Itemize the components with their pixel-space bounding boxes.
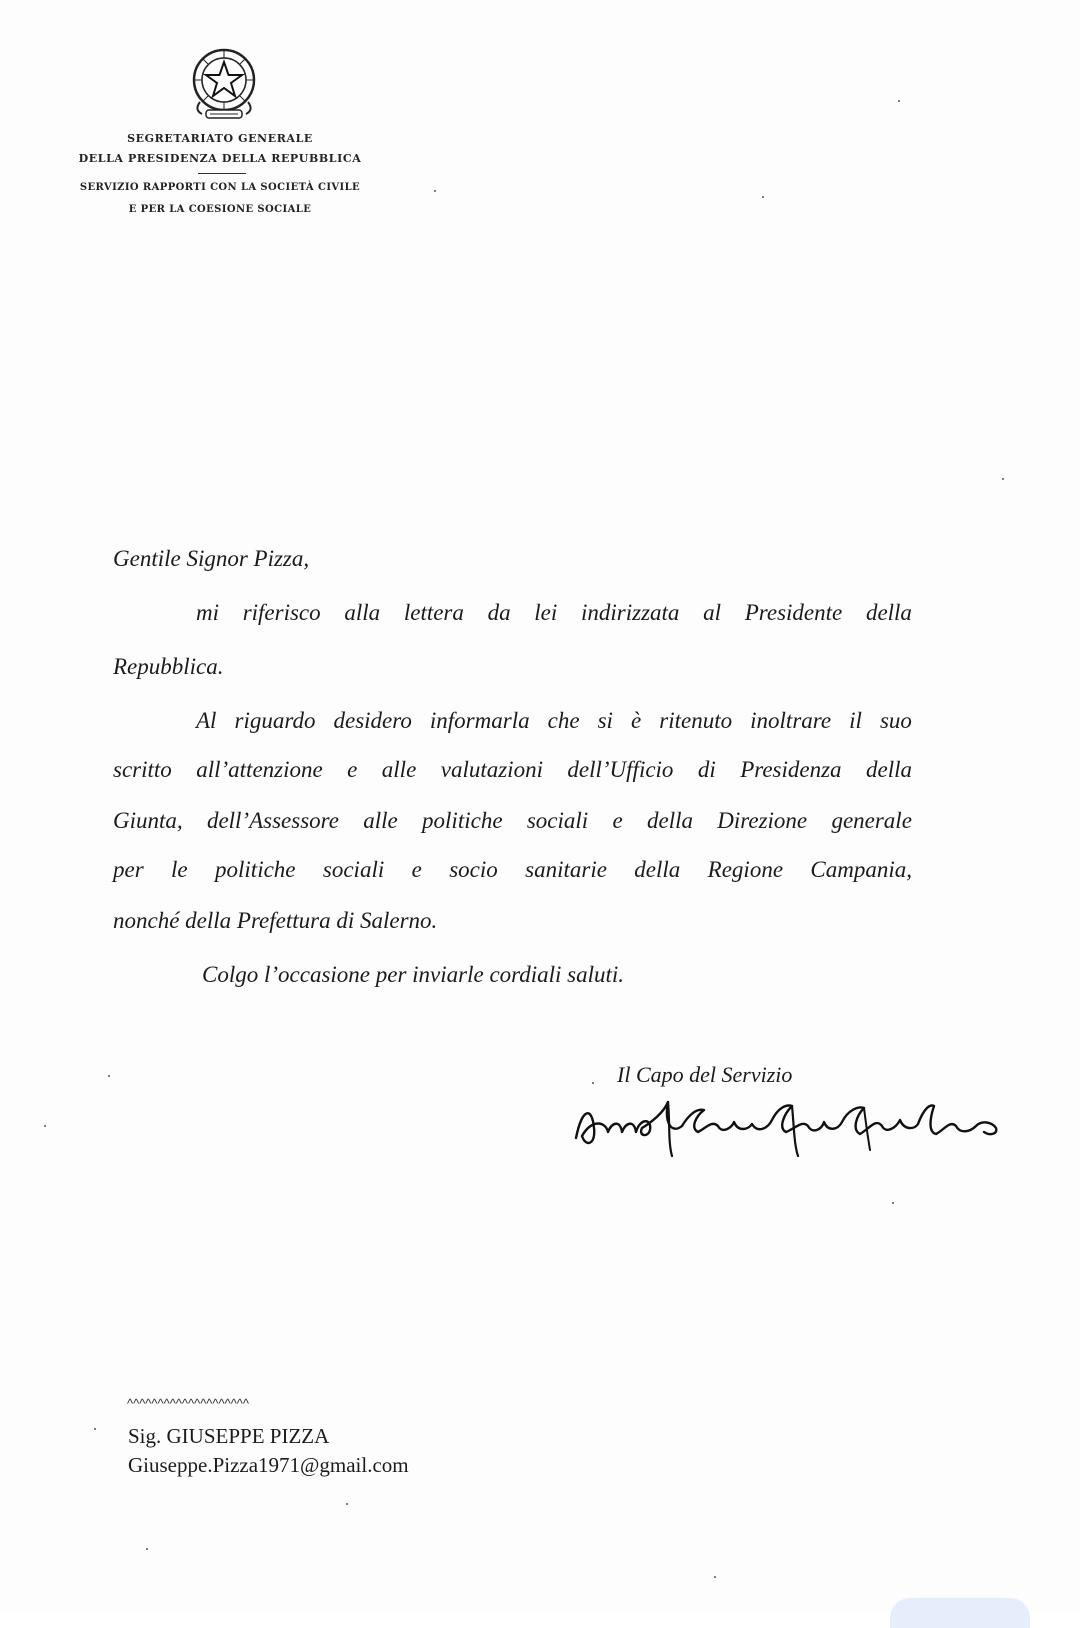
word: e [347, 757, 358, 782]
word: di [697, 757, 716, 782]
word: lei [534, 600, 558, 625]
word: e [411, 857, 422, 882]
salutation: Gentile Signor Pizza, [113, 546, 310, 571]
paragraph-1-line-1 [196, 600, 912, 626]
word: alla [344, 600, 381, 625]
handwritten-signature [572, 1098, 1012, 1158]
word: Direzione [717, 808, 808, 833]
word: desidero [333, 708, 412, 733]
word: Giunta, [113, 808, 183, 833]
word: Regione [707, 857, 784, 882]
word: della [866, 757, 912, 782]
scan-speck [44, 1125, 46, 1127]
scan-speck [434, 190, 436, 192]
word: scritto [113, 757, 172, 782]
word: Campania, [810, 857, 912, 882]
word: riguardo [234, 708, 316, 733]
scan-speck [346, 1503, 348, 1505]
recipient-name: Sig. GIUSEPPE PIZZA [128, 1424, 330, 1448]
paragraph-2-line-3 [113, 808, 912, 834]
word: politiche [215, 857, 296, 882]
word: generale [831, 808, 912, 833]
word: della [646, 808, 693, 833]
separator-carets: ^^^^^^^^^^^^^^^^^^^^ [127, 1396, 250, 1411]
word: dell’Ufficio [567, 757, 674, 782]
scan-speck [714, 1576, 716, 1578]
word: al [703, 600, 722, 625]
word: sanitarie [525, 857, 607, 882]
word: le [171, 857, 188, 882]
word: che [547, 708, 580, 733]
word: Al [196, 708, 217, 733]
recipient-email: Giuseppe.Pizza1971@gmail.com [128, 1453, 409, 1477]
paragraph-2-line-2 [113, 757, 912, 783]
word: della [865, 600, 912, 625]
word: suo [879, 708, 912, 733]
scan-speck [892, 1202, 894, 1204]
letterhead-divider [198, 173, 246, 174]
word: valutazioni [440, 757, 543, 782]
word: informarla [429, 708, 530, 733]
word: è [631, 708, 642, 733]
word: e [612, 808, 623, 833]
word: dell’Assessore [206, 808, 339, 833]
scan-speck [898, 100, 900, 102]
paragraph-2-line-1 [196, 708, 912, 734]
word: Presidenza [740, 757, 842, 782]
word: indirizzata [581, 600, 680, 625]
word: lettera [403, 600, 464, 625]
republic-emblem-icon [188, 44, 260, 124]
word: riferisco [242, 600, 321, 625]
word: si [597, 708, 613, 733]
paragraph-2-line-5: nonché della Prefettura di Salerno. [113, 908, 438, 933]
scan-speck [762, 196, 764, 198]
signatory-title: Il Capo del Servizio [617, 1062, 793, 1087]
scan-speck [94, 1428, 96, 1430]
paragraph-1-line-2: Repubblica. [113, 654, 224, 679]
word: alle [363, 808, 398, 833]
letterhead-line-2: DELLA PRESIDENZA DELLA REPUBBLICA [78, 152, 362, 165]
word: mi [196, 600, 219, 625]
scan-speck [146, 1548, 148, 1550]
word: inoltrare [750, 708, 832, 733]
word: ritenuto [659, 708, 733, 733]
word: alle [381, 757, 417, 782]
closing-line: Colgo l’occasione per inviarle cordiali saluti. [202, 962, 625, 987]
scan-speck [108, 1075, 110, 1077]
paragraph-2-line-4 [113, 857, 912, 883]
corner-overlay [890, 1598, 1030, 1628]
word: della [634, 857, 681, 882]
letterhead-line-3: SERVIZIO RAPPORTI CON LA SOCIETÀ CIVILE [79, 182, 361, 193]
word: politiche [422, 808, 503, 833]
word: sociali [526, 808, 589, 833]
word: all’attenzione [196, 757, 323, 782]
scan-speck [1002, 478, 1004, 480]
word: da [487, 600, 511, 625]
word: il [849, 708, 862, 733]
word: per [113, 857, 144, 882]
letterhead-line-1: SEGRETARIATO GENERALE [127, 132, 313, 145]
letterhead-line-4: E PER LA COESIONE SOCIALE [128, 204, 312, 215]
word: socio [449, 857, 498, 882]
word: sociali [322, 857, 385, 882]
scan-speck [592, 1082, 594, 1084]
word: Presidente [744, 600, 843, 625]
